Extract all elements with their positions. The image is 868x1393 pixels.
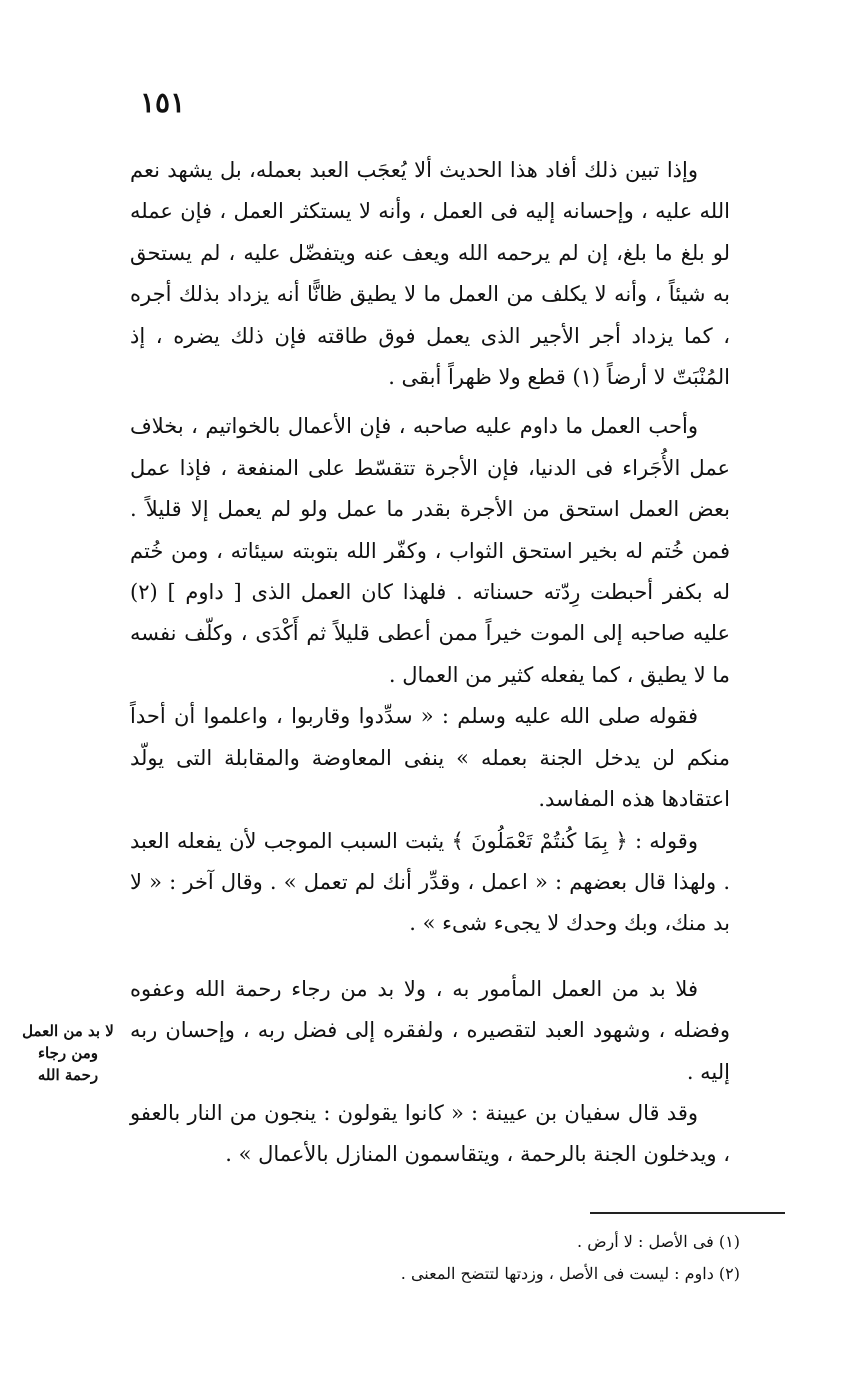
margin-note xyxy=(14,1020,122,1086)
margin-note-line: لا بد من العمل xyxy=(22,1022,114,1040)
footnote-divider xyxy=(590,1212,785,1214)
paragraph-4: وقوله : ﴿ بِمَا كُنتُمْ تَعْمَلُونَ ﴾ يثبت السبب الموجب لأن يفعله العبد . ولهذا قال بعضهم : « اعمل ، وقدِّر أنك لم تعمل » . وقال آخر : « لا بد منك، وبك وحدك لا يجىء شىء » . xyxy=(130,828,730,936)
paragraph-5: فلا بد من العمل المأمور به ، ولا بد من رجاء رحمة الله وعفوه وفضله ، وشهود العبد لتقصيره ، ولفقره إلى فضل ربه ، وإحسان ربه إليه . xyxy=(130,976,730,1084)
page-number: ١٥١ xyxy=(140,86,186,119)
paragraph-1: وإذا تبين ذلك أفاد هذا الحديث ألا يُعجَب العبد بعمله، بل يشهد نعم الله عليه ، وإحسانه إليه فى العمل ، وأنه لا يستكثر العمل ، فإن عمله لو بلغ ما بلغ، إن لم يرحمه الله ويعف عنه ويتفضّل عليه ، لم يستحق به شيئاً ، وأنه لا يكلف من العمل ما لا يطيق ظانًّا أنه يزداد بذلك أجره ، كما يزداد أجر الأجير الذى يعمل فوق طاقته فإن ذلك يضره ، إذ المُنْبَتّ لا أرضاً (١) قطع ولا ظهراً أبقى . xyxy=(130,158,730,390)
footnotes xyxy=(200,1226,740,1290)
paragraph-3: فقوله صلى الله عليه وسلم : « سدِّدوا وقاربوا ، واعلموا أن أحداً منكم لن يدخل الجنة بعمله » ينفى المعاوضة والمقابلة التى يولّد اعتقادها هذه المفاسد. xyxy=(130,704,730,812)
paragraph-2: وأحب العمل ما داوم عليه صاحبه ، فإن الأعمال بالخواتيم ، بخلاف عمل الأُجَراء فى الدنيا، فإن الأجرة تتقسّط على المنفعة ، فإذا عمل بعض العمل استحق من الأجرة بقدر ما عمل ولو لم يعمل إلا قليلاً . فمن خُتم له بخير استحق الثواب ، وكفّر الله بتوبته سيئاته ، ومن خُتم له بكفر أحبطت رِدّته حسناته . فلهذا كان العمل الذى [ داوم ] (٢) عليه صاحبه إلى الموت خيراً ممن أعطى قليلاً ثم أَكْدَى ، وكلّف نفسه ما لا يطيق ، كما يفعله كثير من العمال . xyxy=(130,414,730,687)
footnote-1: (١) فى الأصل : لا أرض . xyxy=(577,1232,740,1251)
main-text xyxy=(130,150,730,1176)
paragraph-6: وقد قال سفيان بن عيينة : « كانوا يقولون : ينجون من النار بالعفو ، ويدخلون الجنة بالرحمة ، ويتقاسمون المنازل بالأعمال » . xyxy=(130,1100,730,1167)
footnote-2: (٢) داوم : ليست فى الأصل ، وزدتها لتتضح المعنى . xyxy=(400,1264,740,1283)
margin-note-line: ومن رجاء xyxy=(37,1044,99,1062)
margin-note-line: رحمة الله xyxy=(37,1066,99,1084)
